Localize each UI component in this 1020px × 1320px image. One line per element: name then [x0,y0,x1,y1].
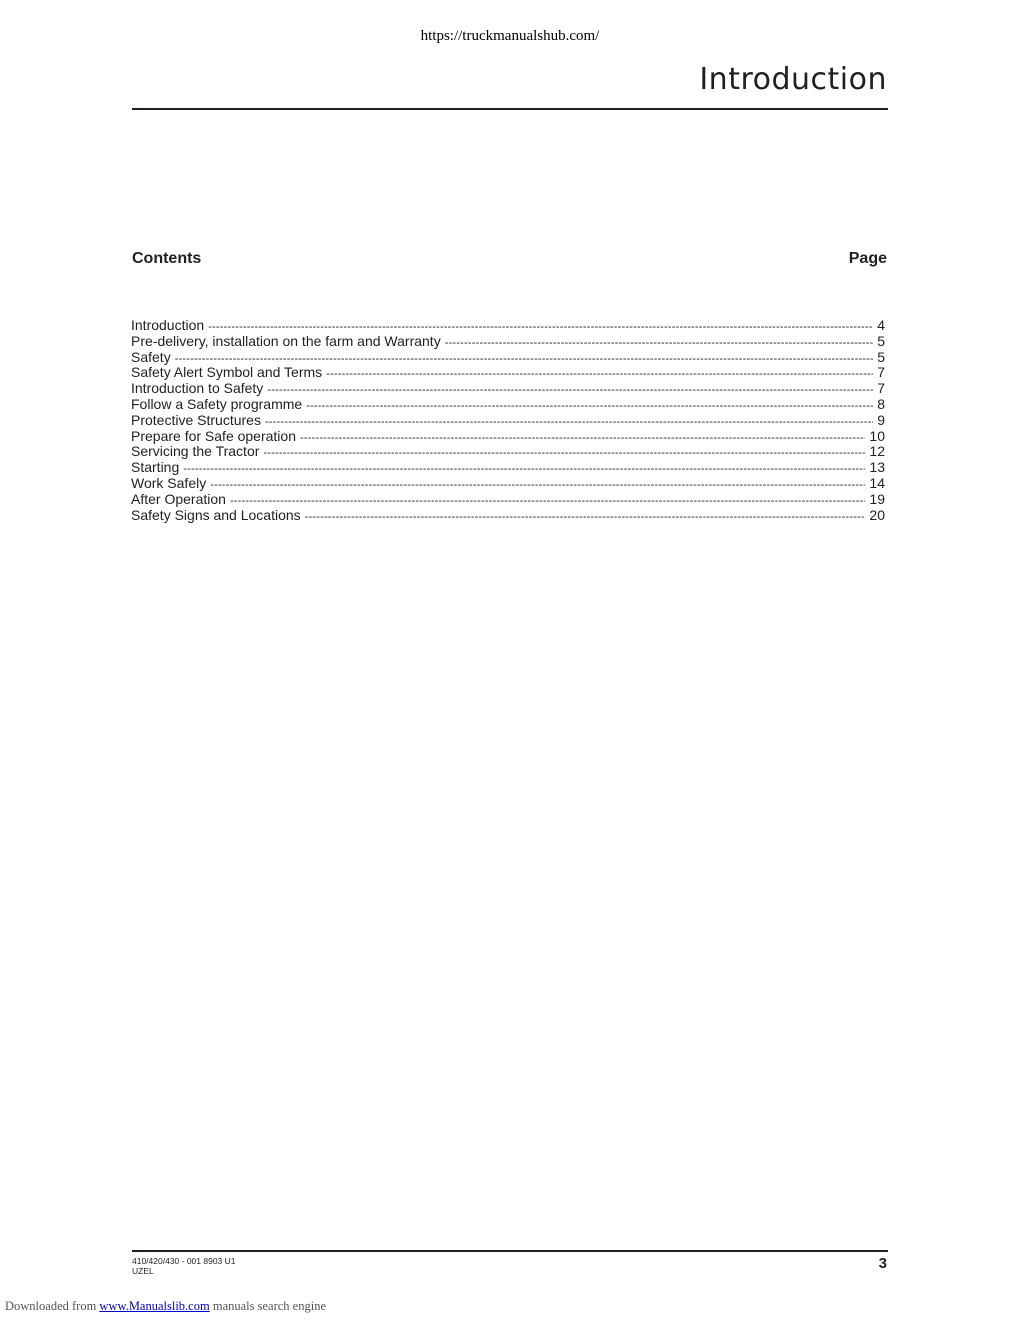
toc-dot-leader [183,462,865,476]
table-of-contents [131,318,885,523]
toc-entry-page: 19 [869,491,885,507]
toc-entry-title: Safety Signs and Locations [131,507,301,523]
toc-entry[interactable] [131,334,885,350]
toc-entry-title: Servicing the Tractor [131,444,260,460]
toc-entry-title: Introduction to Safety [131,381,264,397]
toc-entry-title: Follow a Safety programme [131,396,303,412]
toc-entry-page: 14 [869,475,885,491]
toc-entry-title: Work Safely [131,475,207,491]
toc-entry-page: 7 [877,381,885,397]
toc-dot-leader [210,478,865,492]
toc-entry[interactable] [131,476,885,492]
title-divider [132,108,888,110]
page-column-heading: Page [848,250,887,267]
toc-dot-leader [445,336,874,350]
footer-doc-code [132,1256,236,1276]
source-url: https://truckmanualshub.com/ [420,28,600,44]
doc-code-line: 410/420/430 - 001 8903 U1 [132,1256,236,1266]
manualslib-link[interactable]: www.Manualslib.com [99,1299,210,1313]
toc-entry-page: 20 [869,507,885,523]
toc-dot-leader [263,446,865,460]
toc-entry[interactable] [131,508,885,524]
contents-heading: Contents [132,250,202,267]
footer-divider [132,1250,888,1252]
toc-entry-page: 9 [877,412,885,428]
toc-entry[interactable] [131,413,885,429]
toc-entry-title: Prepare for Safe operation [131,428,296,444]
toc-entry-title: After Operation [131,491,226,507]
toc-entry[interactable] [131,444,885,460]
toc-dot-leader [175,352,874,366]
toc-entry[interactable] [131,492,885,508]
toc-entry[interactable] [131,397,885,413]
toc-entry-title: Safety [131,349,171,365]
toc-entry-title: Pre-delivery, installation on the farm and Warranty [131,333,441,349]
toc-entry[interactable] [131,350,885,366]
toc-entry-page: 4 [877,318,885,333]
toc-entry-title: Safety Alert Symbol and Terms [131,365,323,381]
toc-dot-leader [230,494,865,508]
toc-dot-leader [305,510,866,524]
toc-entry[interactable] [131,429,885,445]
toc-entry-page: 12 [869,444,885,460]
toc-dot-leader [306,399,873,413]
page-number: 3 [878,1255,887,1272]
download-note [5,1299,326,1314]
toc-entry-page: 13 [869,460,885,476]
toc-dot-leader [267,383,873,397]
toc-entry[interactable] [131,460,885,476]
toc-entry[interactable] [131,365,885,381]
toc-entry-page: 5 [877,333,885,349]
doc-sub-line: UZEL [132,1266,154,1276]
download-suffix: manuals search engine [212,1299,326,1313]
toc-entry[interactable] [131,318,885,334]
toc-dot-leader [208,320,873,334]
toc-dot-leader [265,415,873,429]
toc-entry[interactable] [131,381,885,397]
toc-entry-title: Starting [131,460,180,476]
toc-entry-title: Introduction [131,318,205,333]
download-prefix: Downloaded from [5,1299,97,1313]
toc-entry-page: 10 [869,428,885,444]
toc-dot-leader [326,367,873,381]
toc-entry-title: Protective Structures [131,412,261,428]
toc-entry-page: 8 [877,396,885,412]
toc-dot-leader [300,431,865,445]
toc-entry-page: 5 [877,349,885,365]
toc-entry-page: 7 [877,365,885,381]
page-title: Introduction [699,62,887,97]
